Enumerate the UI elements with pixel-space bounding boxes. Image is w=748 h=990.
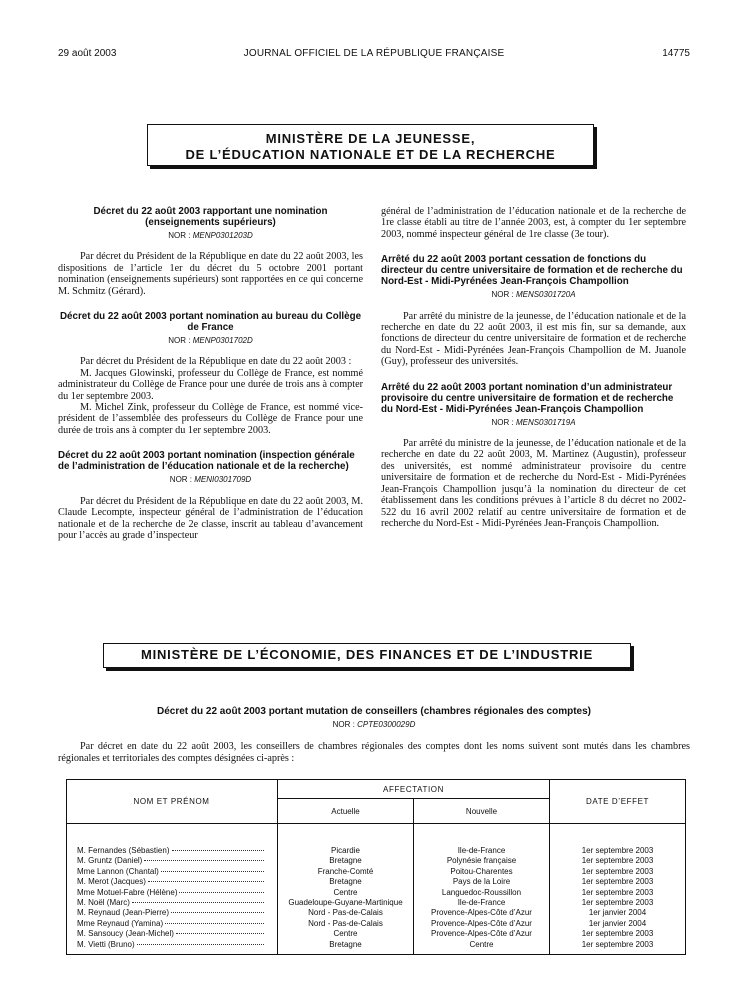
cell-name-text: Mme Reynaud (Yamina) [77, 918, 164, 928]
cell-date [550, 867, 686, 877]
ministry-box-education [147, 124, 594, 166]
nor-label: NOR : [168, 336, 191, 346]
cell-new-text: Centre [469, 939, 494, 949]
cell-current-text: Centre [333, 887, 358, 897]
decree-title: Arrêté du 22 août 2003 portant cessation de fonctions du directeur du centre universitaire de formation et de recherche du Nord-Est - Midi-Pyrénées Jean-François Champollion [381, 254, 683, 288]
cell-current [278, 940, 414, 955]
leader-dots [172, 850, 264, 851]
cell-new-text: Provence-Alpes-Côte d’Azur [431, 908, 532, 918]
nor-label: NOR : [491, 417, 514, 427]
decree-paragraph: Par arrêté du ministre de la jeunesse, de l’éducation nationale et de la recherche en date du 22 août 2003, il est mis fin, sur sa demande, aux fonctions de directeur du centre universitaire de formation et de recherche du Nord-Est - Midi-Pyrénées Jean-François Champollion de M. Juanole (Guy), professeur des universités. [381, 310, 686, 368]
cell-current [278, 824, 414, 857]
decree-paragraph: Par décret du Président de la République en date du 22 août 2003 : [80, 356, 352, 368]
table-row [67, 919, 686, 929]
cell-new [414, 919, 550, 929]
nor-reference [58, 335, 363, 346]
decree-paragraph: Par décret en date du 22 août 2003, les conseillers de chambres régionales des comptes dont les noms suivent sont mutés dans les chambres régionales et territoriales des comptes désignées ci-après : [58, 741, 690, 764]
nor-code: MENP0301203D [192, 231, 253, 240]
decree-title: Décret du 22 août 2003 rapportant une nomination (enseignements supérieurs) [93, 206, 328, 228]
cell-new-text: Provence-Alpes-Côte d’Azur [431, 929, 532, 939]
cell-name [67, 919, 278, 929]
nor-reference [58, 720, 690, 729]
continuation-paragraph: général de l’administration de l’éducation nationale et de la recherche de 1re classe établi au titre de l’année 2003, est, à compter du 1er septembre 2003, nommé inspecteur général de 1re classe (3e tour). [381, 206, 686, 240]
nor-reference [58, 230, 363, 241]
cell-current [278, 898, 414, 908]
cell-date [550, 856, 686, 866]
cell-name-text: M. Sansoucy (Jean-Michel) [77, 929, 174, 939]
decree-title: Décret du 22 août 2003 portant nomination au bureau du Collège de France [59, 311, 362, 334]
cell-name-text: M. Reynaud (Jean-Pierre) [77, 908, 170, 918]
leader-dots [171, 912, 264, 913]
leader-dots [165, 923, 264, 924]
col-header-new: Nouvelle [414, 799, 550, 824]
cell-new [414, 908, 550, 918]
table-row [67, 877, 686, 887]
leader-dots [161, 871, 264, 872]
col-header-date: DATE D’EFFET [550, 780, 686, 824]
cell-name-text: M. Gruntz (Daniel) [77, 856, 143, 866]
col-header-name: NOM ET PRÉNOM [67, 780, 278, 824]
cell-new-text: Ile-de-France [457, 898, 506, 908]
cell-current [278, 919, 414, 929]
decree-section [58, 450, 363, 541]
leader-dots [132, 902, 264, 903]
cell-date [550, 908, 686, 918]
cell-name-text: M. Fernandes (Sébastien) [77, 846, 170, 855]
decree-title: Décret du 22 août 2003 portant mutation de conseillers (chambres régionales des comptes) [156, 706, 592, 717]
table-row [67, 867, 686, 877]
cell-new [414, 867, 550, 877]
cell-current [278, 929, 414, 939]
nor-code: MENP0301702D [192, 336, 253, 346]
cell-current-text: Franche-Comté [317, 866, 374, 876]
cell-current-text: Bretagne [329, 856, 362, 866]
cell-new [414, 888, 550, 898]
cell-new-text: Polynésie française [446, 856, 517, 866]
decree-title: Décret du 22 août 2003 portant nomination (inspection générale de l’administration de l’éducation nationale et de la recherche) [58, 450, 355, 473]
cell-name-text: M. Merot (Jacques) [77, 877, 146, 887]
ministry-line-1: MINISTÈRE DE LA JEUNESSE, [265, 131, 476, 146]
decree-paragraph: M. Michel Zink, professeur du Collège de France, est nommé vice-président de l’assemblée des professeurs du Collège de France pour une durée de trois ans à compter du 1er septembre 2003. [58, 402, 363, 436]
cell-date [550, 898, 686, 908]
cell-new [414, 898, 550, 908]
nor-code: MENS0301719A [515, 417, 576, 427]
decree-section [58, 311, 363, 436]
cell-name [67, 877, 278, 887]
nor-label: NOR : [491, 290, 514, 300]
cell-date-text: 1er septembre 2003 [581, 929, 654, 939]
cell-date-text: 1er septembre 2003 [581, 939, 654, 949]
cell-date-text: 1er septembre 2003 [581, 887, 654, 897]
mutation-table [66, 779, 686, 955]
cell-name [67, 856, 278, 866]
running-header [58, 48, 690, 62]
nor-label: NOR : [169, 475, 193, 485]
table-row [67, 856, 686, 866]
table-row [67, 898, 686, 908]
cell-current [278, 867, 414, 877]
cell-current [278, 908, 414, 918]
cell-new-text: Poitou-Charentes [450, 866, 513, 876]
cell-new [414, 856, 550, 866]
cell-current-text: Guadeloupe-Guyane-Martinique [288, 898, 403, 908]
cell-date-text: 1er janvier 2004 [588, 908, 647, 918]
decree-paragraph: Par arrêté du ministre de la jeunesse, de l’éducation nationale et de la recherche en date du 22 août 2003, M. Martinez (Augustin), professeur des universités, est nommé administrateur provisoire du centre universitaire de formation et de recherche du Nord-Est - Midi-Pyrénées Jean-François Champollion jusqu’à la nomination du directeur de cet établissement dans les conditions prévues à l’article 8 du décret no 2002-522 du 16 avril 2002 relatif au centre universitaire de formation et de recherche du Nord-Est - Midi-Pyrénées Jean-François Champollion. [381, 438, 686, 529]
table-row [67, 824, 686, 857]
ministry-box-economy [103, 643, 631, 668]
cell-new [414, 940, 550, 955]
decree-paragraph: Par décret du Président de la République en date du 22 août 2003, M. Claude Lecompte, inspecteur général de l’administration de l’éducation nationale et de la recherche de 2e classe, inscrit au tableau d’avancement pour l’accès au grade d’inspecteur [58, 495, 363, 541]
col-header-affectation: AFFECTATION [278, 780, 550, 799]
leader-dots [148, 881, 264, 882]
cell-name [67, 940, 278, 955]
cell-date [550, 940, 686, 955]
cell-new [414, 877, 550, 887]
cell-date [550, 888, 686, 898]
col-header-current: Actuelle [278, 799, 414, 824]
leader-dots [179, 892, 264, 893]
cell-new-text: Ile-de-France [457, 846, 506, 855]
cell-date-text: 1er janvier 2004 [588, 918, 647, 928]
cell-name [67, 908, 278, 918]
leader-dots [144, 860, 264, 861]
cell-date [550, 877, 686, 887]
cell-current-text: Picardie [331, 846, 360, 855]
header-journal-title: JOURNAL OFFICIEL DE LA RÉPUBLIQUE FRANÇAISE [243, 48, 505, 59]
nor-reference [381, 289, 686, 300]
table-body [67, 824, 686, 955]
cell-date-text: 1er septembre 2003 [581, 866, 654, 876]
cell-current-text: Centre [333, 929, 358, 939]
decree-section [381, 382, 686, 530]
nor-label: NOR : [168, 231, 191, 240]
cell-new-text: Provence-Alpes-Côte d’Azur [431, 918, 532, 928]
cell-name [67, 867, 278, 877]
cell-current-text: Bretagne [329, 877, 362, 887]
cell-name [67, 929, 278, 939]
table-row [67, 888, 686, 898]
left-column [58, 206, 363, 555]
table-row [67, 908, 686, 918]
cell-name [67, 888, 278, 898]
cell-name-text: M. Vietti (Bruno) [77, 939, 135, 949]
nor-code: MENS0301720A [515, 290, 576, 300]
cell-date-text: 1er septembre 2003 [581, 898, 654, 908]
cell-new [414, 929, 550, 939]
header-page-number: 14775 [662, 48, 690, 59]
leader-dots [137, 944, 264, 945]
right-column [381, 206, 686, 543]
cell-current-text: Nord - Pas-de-Calais [308, 908, 383, 918]
cell-name-text: Mme Lannon (Chantal) [77, 866, 159, 876]
nor-code: MENI0301709D [194, 475, 252, 485]
cell-date-text: 1er septembre 2003 [581, 856, 654, 866]
cell-date-text: 1er septembre 2003 [581, 846, 654, 855]
nor-label: NOR : [332, 720, 355, 729]
cell-name [67, 898, 278, 908]
ministry-line-1: MINISTÈRE DE L’ÉCONOMIE, DES FINANCES ET DE L’INDUSTRIE [140, 647, 594, 662]
cell-current [278, 888, 414, 898]
leader-dots [176, 933, 264, 934]
cell-date [550, 929, 686, 939]
cell-date [550, 919, 686, 929]
continuation-text [381, 206, 686, 240]
header-date: 29 août 2003 [58, 48, 117, 59]
cell-current-text: Bretagne [329, 939, 362, 949]
ministry-line-2: DE L’ÉDUCATION NATIONALE ET DE LA RECHERCHE [185, 147, 556, 162]
decree-paragraph: M. Jacques Glowinski, professeur du Collège de France, est nommé administrateur du Collège de France pour une durée de trois ans à compter du 1er septembre 2003. [58, 367, 363, 402]
cell-new-text: Languedoc-Roussillon [441, 887, 522, 897]
cell-name-text: Mme Motuel-Fabre (Hélène) [77, 887, 178, 897]
cell-name-text: M. Noël (Marc) [77, 898, 130, 908]
cell-current [278, 877, 414, 887]
nor-code: CPTE0300029D [357, 720, 416, 729]
cell-current [278, 856, 414, 866]
nor-reference [381, 417, 686, 428]
decree-section [58, 206, 363, 297]
cell-new-text: Pays de la Loire [452, 877, 511, 887]
cell-new [414, 824, 550, 857]
cell-date-text: 1er septembre 2003 [581, 877, 654, 887]
nor-reference [58, 474, 363, 485]
table-row [67, 929, 686, 939]
table-row [67, 940, 686, 955]
decree-paragraph: Par décret du Président de la République en date du 22 août 2003, les dispositions de l’article 1er du décret du 5 octobre 2001 portant nomination (enseignements supérieurs) sont rapportées en ce qui concerne M. Schmitz (Gérard). [58, 251, 363, 297]
decree-section [381, 254, 686, 367]
cell-name [67, 824, 278, 857]
cell-date [550, 824, 686, 857]
decree-title: Arrêté du 22 août 2003 portant nomination d’un administrateur provisoire du centre universitaire de formation et de recherche du Nord-Est - Midi-Pyrénées Jean-François Champollion [381, 381, 674, 415]
cell-current-text: Nord - Pas-de-Calais [308, 918, 383, 928]
